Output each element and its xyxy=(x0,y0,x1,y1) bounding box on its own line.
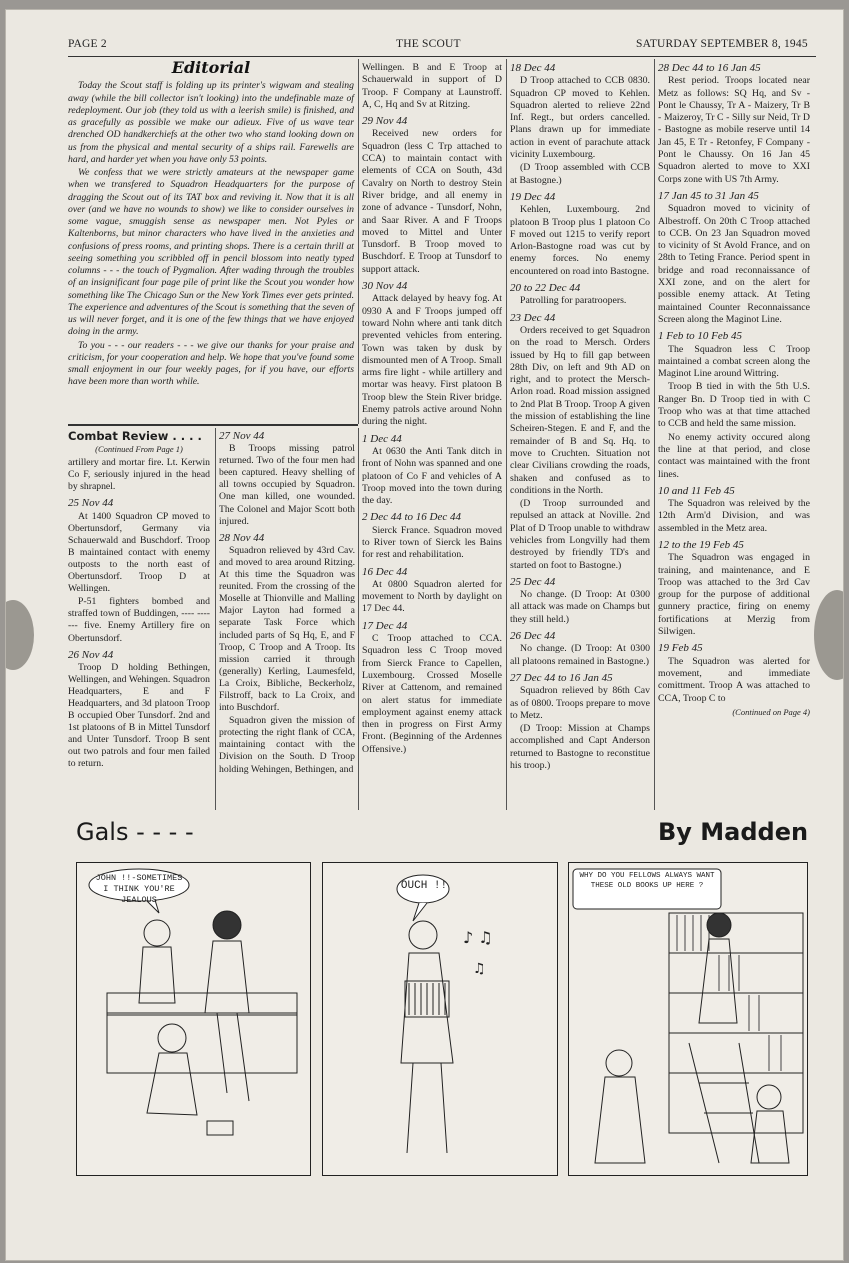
paper-stain xyxy=(6,600,34,670)
entry-text: Squadron relieved by 43rd Cav. and moved to area around Ritzing. At this time the Squadron was reunited. From the crossing of the Moselle at Thionville and Malling Major Layton had formed a separate Task Force which included parts of Sq Hq, E, and F Troop, C Troop and A Troop. Its mission carried it through (generally) Kerling, Laumesfeld, La Croix, Bibliche, Beckerholz, Filstroff, back to La Croix, and into Buschdorf. xyxy=(219,544,355,714)
editorial-title: Editorial xyxy=(171,58,251,77)
combat-review-title: Combat Review . . . . xyxy=(68,429,202,443)
entry-date: 17 Jan 45 to 31 Jan 45 xyxy=(658,189,759,202)
entry-text: Troop B tied in with the 5th U.S. Ranger Bn. D Troop tied in with C Troop who was at that time attached to CCB and held the same mission. xyxy=(658,381,810,430)
paper-title: THE SCOUT xyxy=(396,38,461,50)
entry-text: Rest period. Troops located near Metz as follows: SQ Hq, and Sv - Pont le Chaussy, Tr A - Maizery, Tr B - Maizeroy, Tr C - Silly sur Neid, Tr D - Bastogne as mobile reserve until 14 Jan 45, E Tr - Retonfey, F Company - Pont le Chaussy. On 16 Jan 45 Squadron alerted to move to XXI Corps zone with US 7th Army. xyxy=(658,75,810,185)
entry-text: The Squadron was alerted for movement, and immediate comittment. Troop A was attached to CCA, Troop C to xyxy=(658,655,810,704)
svg-text:♫: ♫ xyxy=(473,961,486,977)
speech-bubble-1: JOHN !!-SOMETIMES I THINK YOU'RE JEALOUS xyxy=(95,873,183,905)
entry-date: 17 Dec 44 xyxy=(362,619,408,632)
entry-text: Squadron moved to vicinity of Albestroff. On 20th C Troop attached to CCB. On 23 Jan Squadron moved to vicinity of St Avold France, and on 28th to Teting France. Period spent in bridge and road reconnaissance of XXI zone, and on the alert for possible enemy attack. At Teting maintained Counter Reconnaissance Screen along the Maginot Line. xyxy=(658,203,810,325)
panel-1-drawing xyxy=(77,863,310,1175)
entry-date: 12 to the 19 Feb 45 xyxy=(658,538,744,551)
entry-date: 30 Nov 44 xyxy=(362,280,408,293)
speech-bubble-2: OUCH !! xyxy=(400,880,448,892)
section-rule xyxy=(68,424,358,426)
continued-from-note: (Continued From Page 1) xyxy=(95,444,183,455)
header-rule xyxy=(68,56,816,57)
entry-text: Patrolling for paratroopers. xyxy=(520,295,627,307)
combat-review-column-a xyxy=(68,430,210,772)
entry-text: The Squadron less C Troop maintained a combat screen along the Maginot Line around Wittring. xyxy=(658,343,810,380)
entry-text: Wellingen. B and E Troop at Schauerwald in support of D Troop. F Company at Launstroff. A, C, Hq and Sv at Ritzing. xyxy=(362,62,502,110)
svg-text:♪ ♫: ♪ ♫ xyxy=(463,928,493,947)
entry-date: 19 Dec 44 xyxy=(510,190,556,203)
editorial-paragraph: To you - - - our readers - - - we give our thanks for your praise and criticism, for your cooperation and help. We hope that you've found some small enjoyment in our four weekly pages, for if you have, our efforts have been more than worth while. xyxy=(68,339,354,388)
panel-2-drawing xyxy=(323,863,557,1175)
entry-date: 27 Nov 44 xyxy=(219,430,265,442)
entry-date: 10 and 11 Feb 45 xyxy=(658,484,735,497)
entry-date: 20 to 22 Dec 44 xyxy=(510,282,581,295)
column-rule xyxy=(654,59,655,810)
combat-review-intro: artillery and mortar fire. Lt. Kerwin Co F, seriously injured in the head by shrapnel. xyxy=(68,457,210,493)
entry-date: 25 Nov 44 xyxy=(68,497,114,510)
entry-date: 19 Feb 45 xyxy=(658,642,703,655)
combat-log-column-3 xyxy=(362,62,502,757)
column-rule xyxy=(358,59,359,424)
entry-date: 29 Nov 44 xyxy=(362,115,408,128)
entry-text: B Troops missing patrol returned. Two of the four men had been captured. Heavy shelling of all towns occupied by Squadron. One man killed, one wounded. The Colonel and Major Scott both injured. xyxy=(219,443,355,527)
entry-text: The Squadron was releived by the 12th Arm'd Division, and was assembled in the Metz area. xyxy=(658,498,810,534)
issue-date: SATURDAY SEPTEMBER 8, 1945 xyxy=(636,38,808,50)
paper-stain xyxy=(814,590,843,680)
page-number: PAGE 2 xyxy=(68,38,107,50)
entry-date: 1 Dec 44 xyxy=(362,432,402,445)
entry-date: 28 Nov 44 xyxy=(219,531,265,544)
comic-title: Gals - - - - xyxy=(76,818,194,846)
column-rule xyxy=(358,428,359,810)
entry-text: At 0630 the Anti Tank ditch in front of Nohn was spanned and one platoon of Co F and vehicles of A Troop moved into the town during the day. xyxy=(362,445,502,507)
comic-panel-2 xyxy=(322,862,558,1176)
entry-date: 23 Dec 44 xyxy=(510,311,556,324)
entry-date: 25 Dec 44 xyxy=(510,575,556,588)
entry-date: 2 Dec 44 to 16 Dec 44 xyxy=(362,511,461,524)
comic-byline: By Madden xyxy=(658,818,809,846)
entry-text: (D Troop surrounded and repulsed an attack at Noville. 2nd Plat of D Troop unable to withdraw vehicles from Longvilly had them destroyed by friendly TD's and started on foot to Bastogne.) xyxy=(510,498,650,571)
combat-review-column-b xyxy=(219,430,355,777)
entry-date: 18 Dec 44 xyxy=(510,62,556,74)
newspaper-page xyxy=(6,10,843,1260)
speech-bubble-3: WHY DO YOU FELLOWS ALWAYS WANT THESE OLD BOOKS UP HERE ? xyxy=(579,872,715,890)
editorial-paragraph: Today the Scout staff is folding up its printer's wigwam and stealing away (while the bill collector isn't looking) into the undefinable maze of redeployment. Our job (they told us with a leerish smile) is finished, and as gracefully as possible we make our adieux. Five of us wave tear drenched OD handkerchiefs at the other two who stand looking down on us from the physical and mental security of a ships rail. Farewells are hard, and harder yet when you have only 53 points. xyxy=(68,80,354,165)
entry-text: C Troop attached to CCA. Squadron less C Troop moved from Sierck France to Capellen, Luxembourg. Crossed Moselle River at Cattenom, and remained on alert status for immediate employment against enemy attack then in progress on First Army Front. (Beginning of the Ardennes Offensive.) xyxy=(362,633,502,755)
entry-text: Squadron relieved by 86th Cav as of 0800. Troops prepare to move to Metz. xyxy=(510,685,650,721)
entry-text: P-51 fighters bombed and straffed town of Buddingen, ---- ---- --- five. Enemy Artillery fire on Obertunsdorf. xyxy=(68,596,210,644)
column-rule xyxy=(506,59,507,810)
entry-text: No change. (D Troop: At 0300 all platoons remained in Bastogne.) xyxy=(510,643,650,667)
column-rule xyxy=(215,428,216,810)
entry-date: 16 Dec 44 xyxy=(362,565,408,578)
entry-text: At 1400 Squadron CP moved to Obertunsdorf, Germany via Schauerwald and Buschdorf. Troop B maintained contact with enemy outposts to the north east of Obertunsdorf. Troop D at Wellingen. xyxy=(68,510,210,595)
entry-text: Troop D holding Bethingen, Wellingen, and Wehingen. Squadron Headquarters, E and F Headquarters, and 3d platoon Troop B occupied Ober Tunsdorf. 2nd and 1st platoons of B in Mittel Tunsdorf and Unter Tunsdorf. Troop B sent out two patrols and four men failed to return. xyxy=(68,661,210,770)
entry-text: At 0800 Squadron alerted for movement to North by daylight on 17 Dec 44. xyxy=(362,578,502,615)
editorial-section xyxy=(68,58,354,390)
entry-date: 26 Dec 44 xyxy=(510,630,556,643)
entry-text: Orders received to get Squadron on the road to Mersch. Orders issued by Hq to fill gap between 28th Div, on left and 9th AD on right, and to protect the Mersch-Arlon road. Road mission assigned to 2nd Plat B Troop. Troop A given the mission of establishing the line Scheiren-Stegen. E and F, and the remainder of B and Sq. Hq. to move to Cruchten. Situation not clear Civilians crowding the roads, shaken and confused as to conditions in the North. xyxy=(510,324,650,496)
entry-text: Sierck France. Squadron moved to River town of Sierck les Bains for rest and rehabilitation. xyxy=(362,524,502,561)
entry-text: Squadron given the mission of protecting the right flank of CCA, maintaining contact with the Division on the South. D Troop holding Wehingen, Bethingen, and xyxy=(219,715,355,775)
entry-date: 28 Dec 44 to 16 Jan 45 xyxy=(658,62,761,74)
entry-date: 26 Nov 44 xyxy=(68,648,114,661)
entry-text: No enemy activity occured along the line at that period, and close contact was maintained with the front lines. xyxy=(658,431,810,480)
entry-date: 27 Dec 44 to 16 Jan 45 xyxy=(510,671,613,684)
entry-date: 1 Feb to 10 Feb 45 xyxy=(658,330,743,343)
editorial-paragraph: We confess that we were strictly amateurs at the newspaper game when we transfered to Squadron Headquarters for the purpose of dragging the Scout out of its TAT box and reviving it. Now that it is all over (and we have no wounds to show) we like to consider ourselves in some vague, smuggish sense as newspaper men. Not Pyles or Kaltenborns, but minor characters who have lived in the anxieties and confusions of press rooms, and printing shops. There is a certain thrill at seeing something you scribbled off in pencil blossom into neatly typed columns - - - the touch of Pygmalion. After wading through the troubles of an insignificant four page pile of print like the Scout you wonder how something like The Chicago Sun or the New York Times ever gets printed. The experience and adventures of the Scout is something that the seven of us will never forget, and it is one of the few things that we have enjoyed doing in the army. xyxy=(68,167,354,338)
entry-text: The Squadron was engaged in training, and maintenance, and E Troop was attached to the 3rd Cav group for the purpose of additional gunnery practice, firing on enemy fortifications at Merzig from Silwigen. xyxy=(658,552,810,638)
comic-panel-3 xyxy=(568,862,808,1176)
panel-3-drawing xyxy=(569,863,807,1175)
combat-log-column-4 xyxy=(510,62,650,773)
continued-on-note: (Continued on Page 4) xyxy=(732,706,810,717)
entry-text: Received new orders for Squadron (less C Trp attached to CCA) to maintain contact with elements of CCA on South, 43d Cavalry on North to destroy Stein River bridge, and all enemy in zone of advance - Tunsdorf, Nohn, and Saar River. A and F Troops moved to Mittel and Unter Tunsdorf. B Troop moved to Buschdorf. E Troop at Tunsdorf to support attack. xyxy=(362,128,502,275)
entry-text: (D Troop: Mission at Champs accomplished and Capt Anderson returned to Bastogne to reconstitue his troop.) xyxy=(510,723,650,772)
entry-text: Attack delayed by heavy fog. At 0930 A and F Troops jumped off toward Nohn where anti tank ditch prevented vehicles from entering. Town was taken by dusk by dismounted men of A Troop. Small arms fire light - while artillery and mortar was heavy. First platoon B Troop blew the Stein River bridge. Enemy patrols active around Nohn during the night. xyxy=(362,293,502,428)
entry-text: D Troop attached to CCB 0830. Squadron CP moved to Kehlen. Squadron alerted to relieve 22nd Inf. Regt., but orders cancelled. Plans drawn up for immediate action in event of parachute attack vicinity Luxembourg. xyxy=(510,75,650,161)
entry-text: Kehlen, Luxembourg. 2nd platoon B Troop plus 1 platoon Co F moved out 1215 to verify report Arlon-Bastogne road was cut by enemy forces. No enemy encountered on road into Bastogne. xyxy=(510,204,650,277)
entry-text: No change. (D Troop: At 0300 all attack was made on Champs but they still held.) xyxy=(510,589,650,625)
entry-text: (D Troop assembled with CCB at Bastogne.) xyxy=(510,162,650,186)
comic-panel-1 xyxy=(76,862,311,1176)
combat-log-column-5 xyxy=(658,62,810,720)
